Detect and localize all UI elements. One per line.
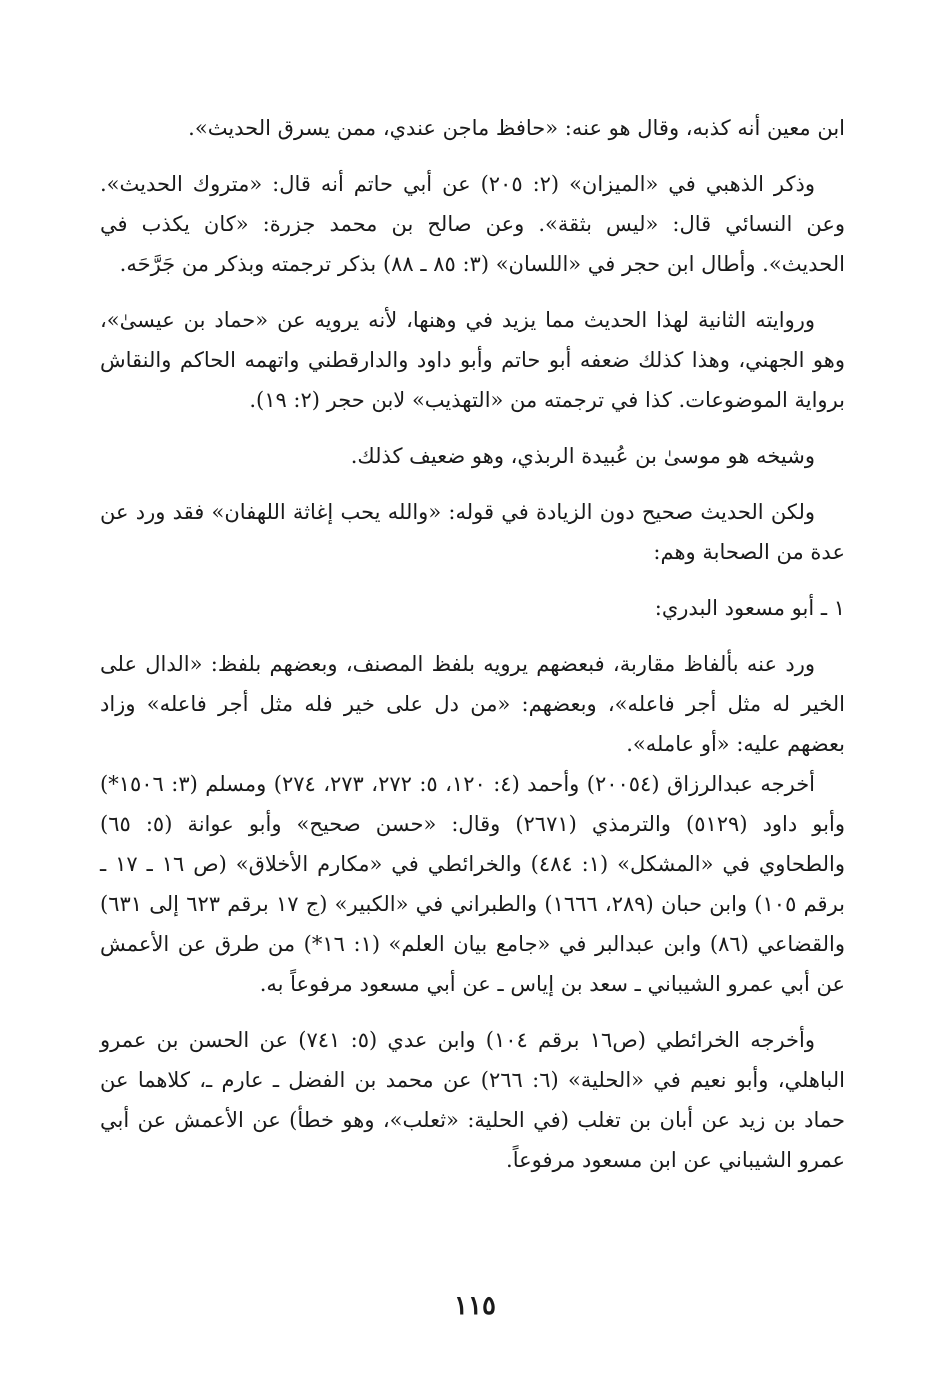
paragraph-second-narration: وروايته الثانية لهذا الحديث مما يزيد في وهنها، لأنه يرويه عن «حماد بن عيسىٰ»، وهو الجهني، وهذا كذلك ضعفه أبو حاتم وأبو داود والدارقطني واتهمه الحاكم والنقاش برواية الموضوعات. كذا في ترجمته من «التهذيب» لابن حجر (٢: ١٩). xyxy=(100,308,845,412)
paragraph-wording-variants: ورد عنه بألفاظ مقاربة، فبعضهم يرويه بلفظ المصنف، وبعضهم بلفظ: «الدال على الخير له مثل أجر فاعله»، وبعضهم: «من دل على خير فله مثل أجر فاعله» وزاد بعضهم عليه: «أو عامله». xyxy=(100,652,845,756)
paragraph-hadith-sahih: ولكن الحديث صحيح دون الزيادة في قوله: «والله يحب إغاثة اللهفان» فقد ورد عن عدة من الصحابة وهم: xyxy=(100,500,845,564)
paragraph-dhahabi-mizan: وذكر الذهبي في «الميزان» (٢: ٢٠٥) عن أبي حاتم أنه قال: «متروك الحديث». وعن النسائي قال: «ليس بثقة». وعن صالح بن محمد جزرة: «كان يكذب في الحديث». وأطال ابن حجر في «اللسان» (٣: ٨٥ ـ ٨٨) بذكر ترجمته وبذكر من جَرَّحَه. xyxy=(100,172,845,276)
section-heading-abu-masud: ١ ـ أبو مسعود البدري: xyxy=(654,596,845,620)
text-column xyxy=(100,108,845,1180)
paragraph-takhrij-sources: أخرجه عبدالرزاق (٢٠٠٥٤) وأحمد (٤: ١٢٠، ٥: ٢٧٢، ٢٧٣، ٢٧٤) ومسلم (٣: ١٥٠٦*) وأبو داود (٥١٢٩) والترمذي (٢٦٧١) وقال: «حسن صحيح» وأبو عوانة (٥: ٦٥) والطحاوي في «المشكل» (١: ٤٨٤) والخرائطي في «مكارم الأخلاق» (ص ١٦ ـ ١٧ ـ برقم ١٠٥) وابن حبان (٢٨٩، ١٦٦٦) والطبراني في «الكبير» (ج ١٧ برقم ٦٢٣ إلى ٦٣١) والقضاعي (٨٦) وابن عبدالبر في «جامع بيان العلم» (١: ١٦*) من طرق عن الأعمش عن أبي عمرو الشيباني ـ سعد بن إياس ـ عن أبي مسعود مرفوعاً به. xyxy=(100,772,846,996)
page-number: ١١٥ xyxy=(454,1291,496,1321)
paragraph-kharaiti-takhrij: وأخرجه الخرائطي (ص١٦ برقم ١٠٤) وابن عدي (٥: ٧٤١) عن الحسن بن عمرو الباهلي، وأبو نعيم في «الحلية» (٦: ٢٦٦) عن محمد بن الفضل ـ عارم ـ، كلاهما عن حماد بن زيد عن أبان بن تغلب (في الحلية: «ثعلب»، وهو خطأ) عن الأعمش عن أبي عمرو الشيباني عن ابن مسعود مرفوعاً. xyxy=(100,1028,845,1172)
paragraph-sheikh-musa: وشيخه هو موسىٰ بن عُبيدة الربذي، وهو ضعيف كذلك. xyxy=(350,444,815,468)
paragraph-continuation: ابن معين أنه كذبه، وقال هو عنه: «حافظ ماجن عندي، ممن يسرق الحديث». xyxy=(188,116,845,140)
